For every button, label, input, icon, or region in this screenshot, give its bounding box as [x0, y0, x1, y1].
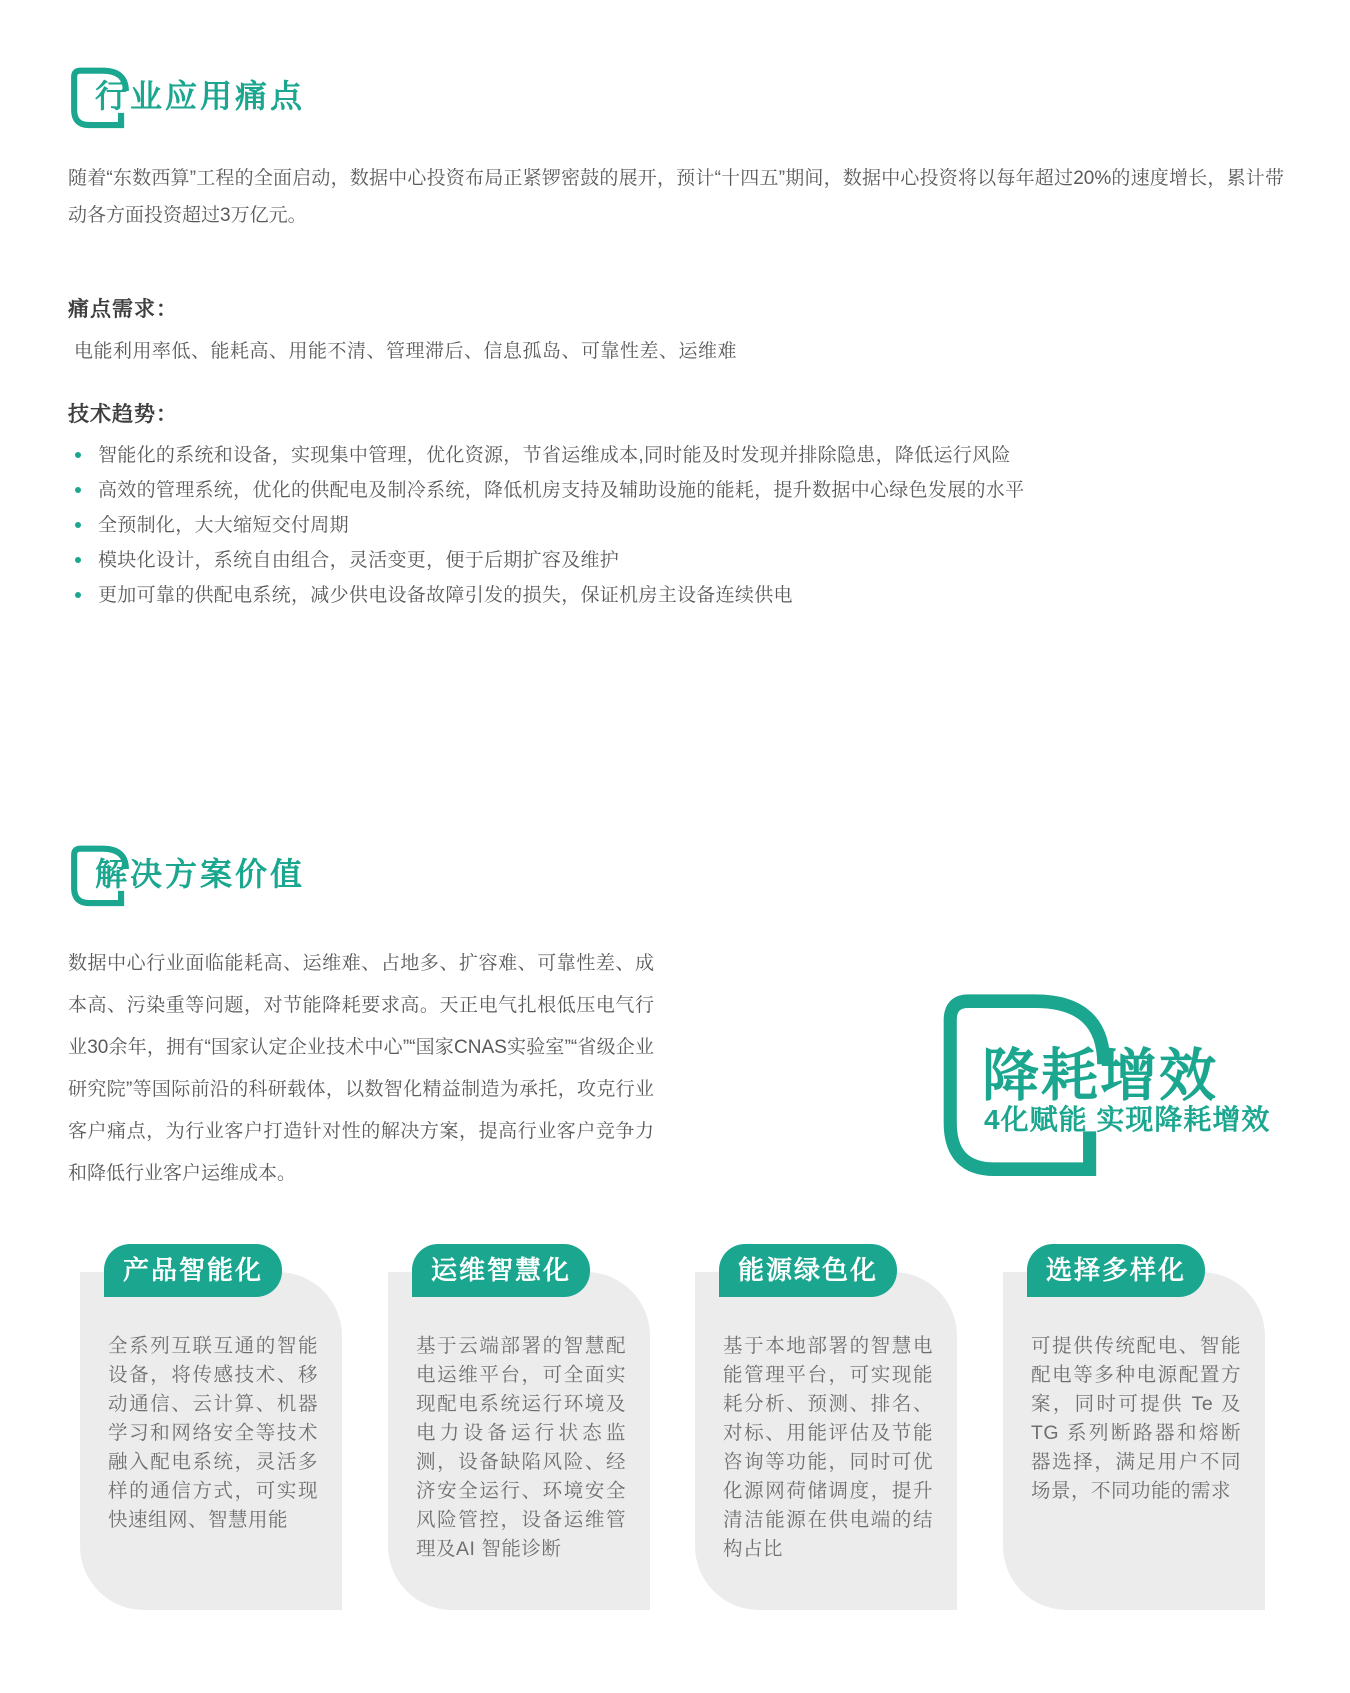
card-text: 全系列互联互通的智能设备，将传感技术、移动通信、云计算、机器学习和网络安全等技术融入配电系统，灵活多样的通信方式，可实现快速组网、智慧用能	[108, 1335, 318, 1531]
card-body	[695, 1272, 957, 1610]
pain-text: 电能利用率低、能耗高、用能不清、管理滞后、信息孤岛、可靠性差、运维难	[74, 341, 738, 362]
card-body	[80, 1272, 342, 1610]
card-text: 基于云端部署的智慧配电运维平台，可全面实现配电系统运行环境及电力设备运行状态监测，设备缺陷风险、经济安全运行、环境安全风险管控，设备运维管理及AI 智能诊断	[416, 1335, 626, 1560]
value-card-operation	[388, 1244, 650, 1610]
card-title-badge: 能源绿色化	[719, 1244, 897, 1297]
intro-paragraph: 随着“东数西算”工程的全面启动，数据中心投资布局正紧锣密鼓的展开，预计“十四五”期间，数据中心投资将以每年超过20%的速度增长，累计带动各方面投资超过3万亿元。	[68, 168, 1284, 226]
card-body	[1003, 1272, 1265, 1610]
trend-item: 模块化设计，系统自由组合，灵活变更，便于后期扩容及维护	[68, 543, 1024, 578]
value-card-product	[80, 1244, 342, 1610]
value-card-energy	[695, 1244, 957, 1610]
solution-description: 数据中心行业面临能耗高、运维难、占地多、扩容难、可靠性差、成本高、污染重等问题，对节能降耗要求高。天正电气扎根低压电气行业30余年，拥有“国家认定企业技术中心”“国家CNAS实验室”“省级企业研究院”等国际前沿的科研载体，以数智化精益制造为承托，攻克行业客户痛点，为行业客户打造针对性的解决方案，提高行业客户竞争力和降低行业客户运维成本。	[68, 953, 654, 1184]
card-body	[388, 1272, 650, 1610]
callout-title: 降耗增效	[982, 1044, 1218, 1108]
trend-item: 智能化的系统和设备，实现集中管理，优化资源，节省运维成本,同时能及时发现并排除隐患，降低运行风险	[68, 438, 1024, 473]
value-card-choice	[1003, 1244, 1265, 1610]
card-text: 基于本地部署的智慧电能管理平台，可实现能耗分析、预测、排名、对标、用能评估及节能咨询等功能，同时可优化源网荷储调度，提升清洁能源在供电端的结构占比	[723, 1335, 933, 1560]
trend-item: 全预制化，大大缩短交付周期	[68, 508, 1024, 543]
trend-heading: 技术趋势：	[68, 403, 178, 426]
card-title-badge: 运维智慧化	[412, 1244, 590, 1297]
card-text: 可提供传统配电、智能配电等多种电源配置方案，同时可提供 Te 及 TG 系列断路器和熔断器选择，满足用户不同场景，不同功能的需求	[1031, 1335, 1241, 1502]
section1-title: 行业应用痛点	[95, 78, 306, 114]
callout-subtitle: 4化赋能 实现降耗增效	[984, 1104, 1271, 1135]
trend-item: 更加可靠的供配电系统，减少供电设备故障引发的损失，保证机房主设备连续供电	[68, 578, 1024, 613]
pain-heading: 痛点需求：	[68, 298, 178, 321]
section2-title: 解决方案价值	[95, 856, 306, 892]
trend-item: 高效的管理系统，优化的供配电及制冷系统，降低机房支持及辅助设施的能耗，提升数据中心绿色发展的水平	[68, 473, 1024, 508]
trend-list	[68, 438, 1024, 613]
card-title-badge: 产品智能化	[104, 1244, 282, 1297]
card-title-badge: 选择多样化	[1027, 1244, 1205, 1297]
